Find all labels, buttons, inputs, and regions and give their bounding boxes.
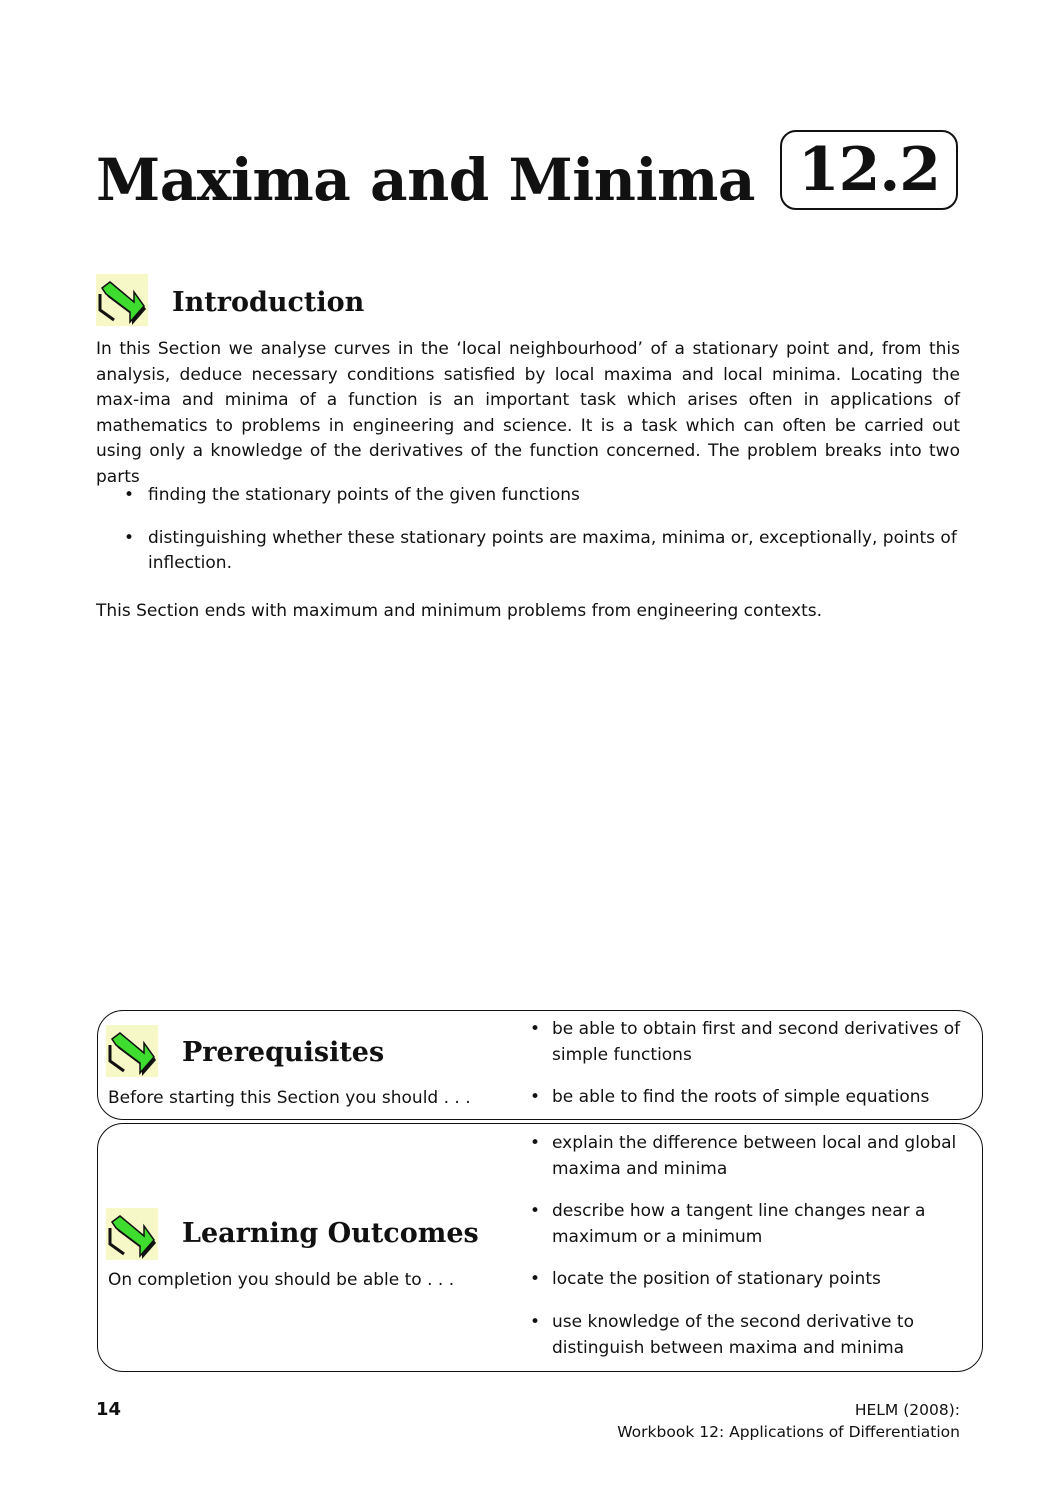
prerequisites-heading: Prerequisites <box>182 1037 385 1068</box>
closing-paragraph: This Section ends with maximum and minimum problems from engineering contexts. <box>96 601 823 621</box>
learning-outcomes-list <box>528 1131 968 1361</box>
introduction-paragraph: In this Section we analyse curves in the ‘local neighbourhood’ of a stationary point and, from this analysis, deduce necessary conditions satisfied by local maxima and local minima. Locating the max-ima and minima of a function is an important task which arises often in applications of mathematics to problems in engineering and science. It is a task which can often be carried out using only a knowledge of the derivatives of the function concerned. The problem breaks into two parts <box>96 339 960 487</box>
arrow-icon <box>104 1206 160 1262</box>
list-item: • be able to find the roots of simple equations <box>528 1085 968 1111</box>
page-number: 14 <box>96 1399 122 1420</box>
prerequisites-list <box>528 1017 968 1111</box>
introduction-heading: Introduction <box>172 287 365 318</box>
list-item: • finding the stationary points of the given functions <box>120 483 960 509</box>
footer-workbook: Workbook 12: Applications of Differentiation <box>617 1423 960 1441</box>
arrow-icon <box>104 1023 160 1079</box>
page-title: Maxima and Minima <box>96 146 755 214</box>
footer-source <box>617 1399 960 1443</box>
learning-outcomes-subtitle: On completion you should be able to . . . <box>108 1270 455 1290</box>
learning-outcomes-panel <box>97 1123 983 1372</box>
prerequisites-panel <box>97 1010 983 1120</box>
learning-outcomes-heading: Learning Outcomes <box>182 1218 479 1249</box>
prerequisites-subtitle: Before starting this Section you should . . . <box>108 1088 471 1108</box>
arrow-icon <box>94 272 150 328</box>
list-item: • explain the difference between local and global maxima and minima <box>528 1131 968 1182</box>
list-item: • distinguishing whether these stationary points are maxima, minima or, exceptionally, points of inflection. <box>120 526 960 577</box>
footer-source-title: HELM (2008): <box>854 1401 960 1419</box>
introduction-bullet-list <box>120 483 960 594</box>
list-item: • locate the position of stationary points <box>528 1267 968 1293</box>
section-number: 12.2 <box>797 135 941 205</box>
section-number-badge <box>780 130 958 210</box>
list-item: • describe how a tangent line changes near a maximum or a minimum <box>528 1199 968 1250</box>
list-item: • be able to obtain first and second derivatives of simple functions <box>528 1017 968 1068</box>
list-item: • use knowledge of the second derivative to distinguish between maxima and minima <box>528 1310 968 1361</box>
